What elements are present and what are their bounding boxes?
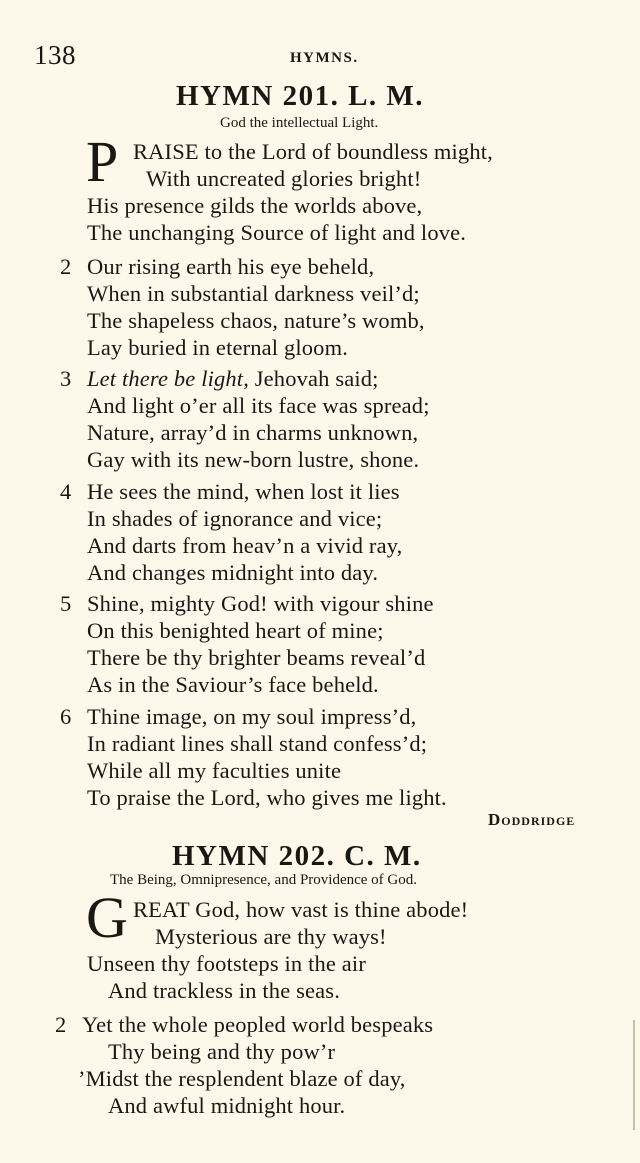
hymn-201-v3-italic: Let there be light xyxy=(87,366,244,391)
hymn-201-title: HYMN 201. L. M. xyxy=(176,80,425,112)
hymn-202-v2-line1: Yet the whole peopled world bespeaks xyxy=(82,1012,434,1037)
hymn-201-v3-line1 xyxy=(87,366,379,392)
running-head: HYMNS. xyxy=(290,50,359,66)
hymn-201-v6-line1: Thine image, on my soul impress’d, xyxy=(87,704,417,729)
hymn-202-v2-number: 2 xyxy=(55,1012,67,1037)
hymn-201-v3-line4: Gay with its new-born lustre, shone. xyxy=(87,447,420,472)
hymn-201-subtitle: God the intellectual Light. xyxy=(220,115,379,131)
hymn-201-v3-number: 3 xyxy=(60,366,72,391)
hymn-201-v5-line1: Shine, mighty God! with vigour shine xyxy=(87,591,434,616)
hymn-201-v5-number: 5 xyxy=(60,591,72,616)
hymn-201-v6-line3: While all my faculties unite xyxy=(87,758,342,783)
hymn-202-v2-line2: Thy being and thy pow’r xyxy=(108,1039,336,1064)
hymn-201-v2-line4: Lay buried in eternal gloom. xyxy=(87,335,348,360)
hymn-201-v2-line2: When in substantial darkness veil’d; xyxy=(87,281,420,306)
hymn-201-v4-line2: In shades of ignorance and vice; xyxy=(87,506,383,531)
hymn-201-v6-line4: To praise the Lord, who gives me light. xyxy=(87,785,447,810)
hymn-201-v4-line1: He sees the mind, when lost it lies xyxy=(87,479,400,504)
hymn-201-v2-number: 2 xyxy=(60,254,72,279)
hymn-201-v4-line4: And changes midnight into day. xyxy=(87,560,379,585)
hymn-201-v3-line2: And light o’er all its face was spread; xyxy=(87,393,430,418)
hymn-202-subtitle: The Being, Omnipresence, and Providence of God. xyxy=(110,872,417,888)
hymn-201-v1-line4: The unchanging Source of light and love. xyxy=(87,220,467,245)
hymn-201-v1-line2: With uncreated glories bright! xyxy=(146,166,422,191)
hymn-201-v2-line1: Our rising earth his eye beheld, xyxy=(87,254,375,279)
hymn-201-v4-number: 4 xyxy=(60,479,72,504)
hymn-201-v5-line2: On this benighted heart of mine; xyxy=(87,618,384,643)
hymn-201-v1-line1: RAISE to the Lord of boundless might, xyxy=(133,139,493,164)
hymn-201-v1-line3: His presence gilds the worlds above, xyxy=(87,193,423,218)
hymn-201-v2-line3: The shapeless chaos, nature’s womb, xyxy=(87,308,425,333)
hymn-201-v4-line3: And darts from heav’n a vivid ray, xyxy=(87,533,403,558)
page-edge-shadow xyxy=(633,1020,635,1130)
hymn-202-v1-line1: REAT God, how vast is thine abode! xyxy=(133,897,469,922)
hymn-201-v5-line4: As in the Saviour’s face beheld. xyxy=(87,672,379,697)
hymn-201-v3-line1-rest: , Jehovah said; xyxy=(243,366,379,391)
hymn-202-v2-line4: And awful midnight hour. xyxy=(108,1093,346,1118)
hymn-201-v6-number: 6 xyxy=(60,704,72,729)
page-number: 138 xyxy=(34,40,76,70)
hymn-202-v1-line4: And trackless in the seas. xyxy=(108,978,340,1003)
hymn-202-title: HYMN 202. C. M. xyxy=(172,840,422,872)
hymn-201-v6-line2: In radiant lines shall stand confess’d; xyxy=(87,731,428,756)
hymn-202-dropcap: G xyxy=(86,885,128,950)
hymn-202-v2-line3: ’Midst the resplendent blaze of day, xyxy=(78,1066,406,1091)
hymn-201-author: Doddridge xyxy=(488,810,576,829)
hymn-201-v3-line3: Nature, array’d in charms unknown, xyxy=(87,420,419,445)
hymn-202-v1-line3: Unseen thy footsteps in the air xyxy=(87,951,366,976)
hymn-201-v5-line3: There be thy brighter beams reveal’d xyxy=(87,645,426,670)
hymn-201-dropcap: P xyxy=(86,129,119,194)
hymn-202-v1-line2: Mysterious are thy ways! xyxy=(155,924,387,949)
